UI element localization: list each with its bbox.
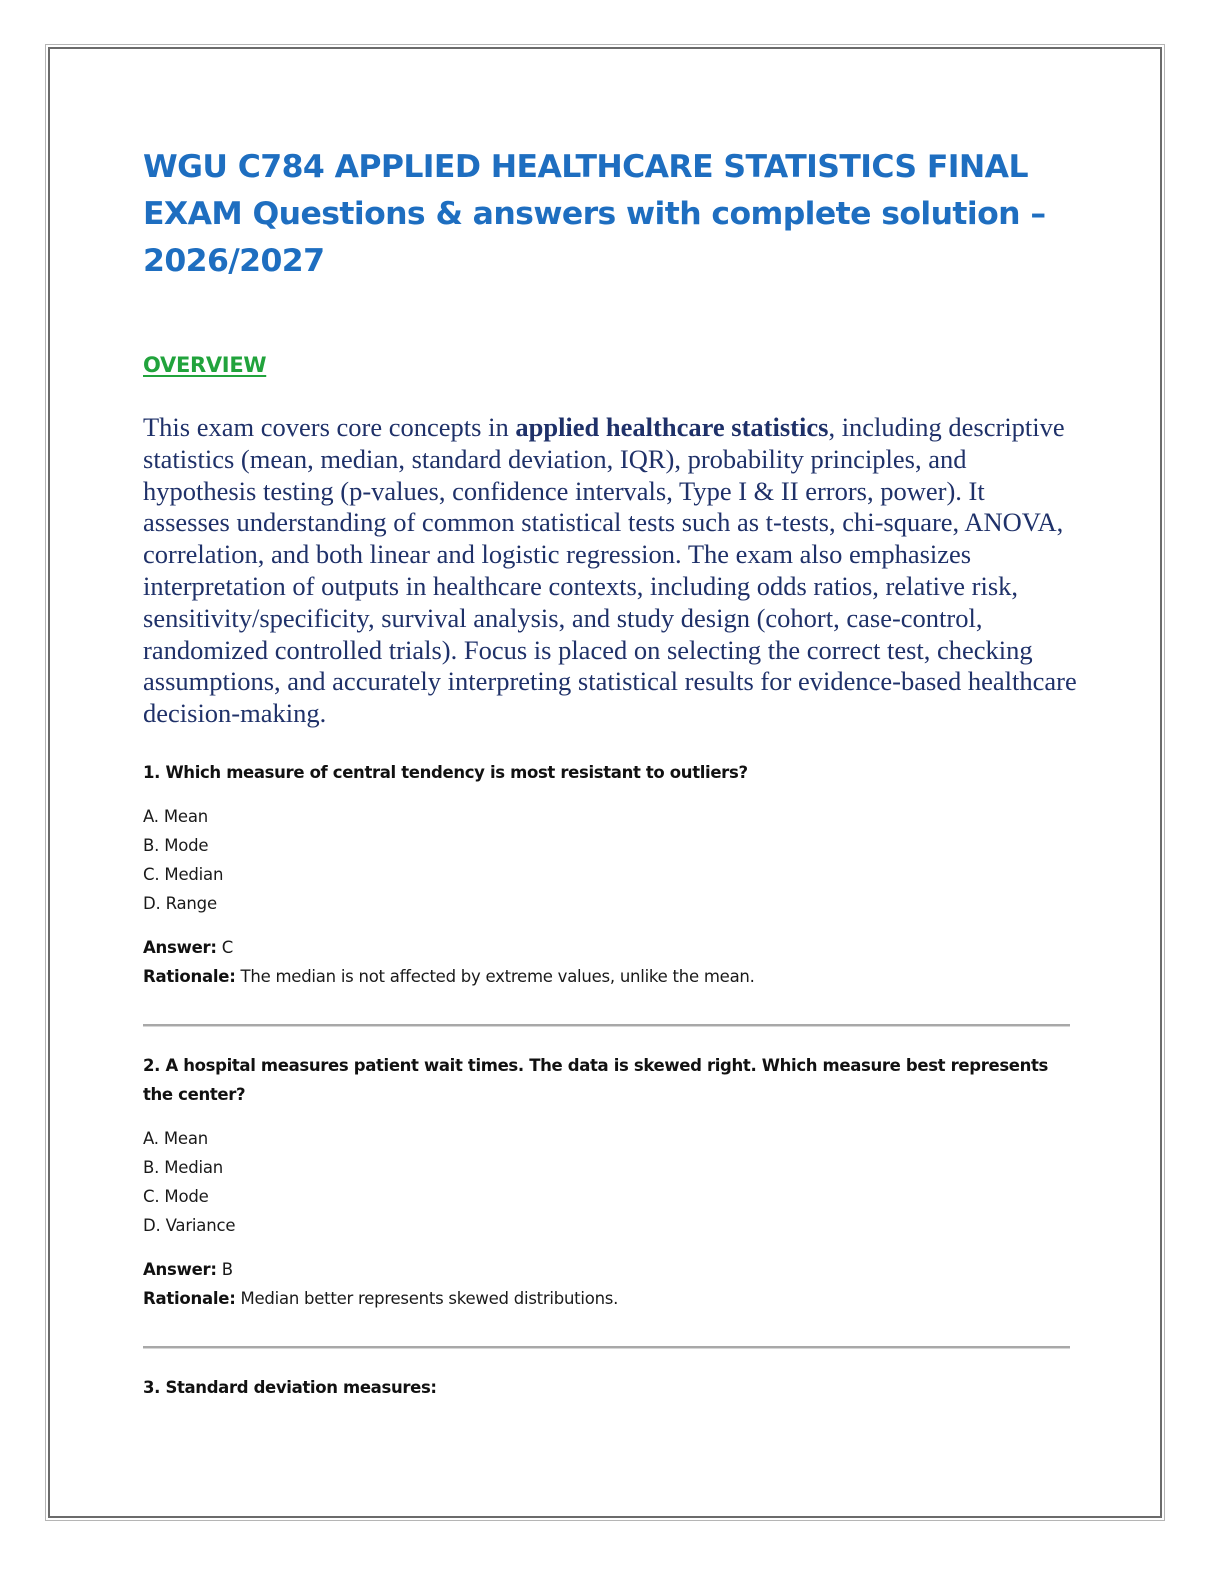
question-1-option-c: C. Median xyxy=(143,865,224,884)
question-3-text: 3. Standard deviation measures: xyxy=(143,1378,437,1397)
divider xyxy=(143,1346,1070,1349)
overview-bold-term: applied healthcare statistics xyxy=(515,412,829,442)
overview-paragraph xyxy=(143,412,1078,730)
rationale-label: Rationale: xyxy=(143,1289,236,1308)
question-2-option-d: D. Variance xyxy=(143,1216,236,1235)
question-2-text: 2. A hospital measures patient wait times. The data is skewed right. Which measure best represents the center? xyxy=(143,1056,1049,1104)
question-1-option-b: B. Mode xyxy=(143,836,209,855)
question-2-option-a: A. Mean xyxy=(143,1129,209,1148)
answer-label: Answer: xyxy=(143,1260,217,1279)
question-1-option-d: D. Range xyxy=(143,894,217,913)
divider xyxy=(143,1024,1070,1027)
answer-value: C xyxy=(216,938,234,957)
overview-heading: OVERVIEW xyxy=(143,353,267,377)
answer-label: Answer: xyxy=(143,938,217,957)
rationale-text: The median is not affected by extreme values, unlike the mean. xyxy=(235,967,755,986)
question-1-option-a: A. Mean xyxy=(143,807,209,826)
question-1-answer xyxy=(143,933,233,962)
answer-value: B xyxy=(216,1260,233,1279)
question-2-rationale xyxy=(143,1284,618,1313)
question-2-option-b: B. Median xyxy=(143,1158,224,1177)
question-1-text: 1. Which measure of central tendency is most resistant to outliers? xyxy=(143,763,748,782)
overview-text-start: This exam covers core concepts in xyxy=(143,412,516,442)
question-2-option-c: C. Mode xyxy=(143,1187,209,1206)
document-title: WGU C784 APPLIED HEALTHCARE STATISTICS FINAL EXAM Questions & answers with complete solution – 2026/2027 xyxy=(143,149,1046,279)
rationale-text: Median better represents skewed distributions. xyxy=(235,1289,619,1308)
overview-text-rest: , including descriptive statistics (mean, median, standard deviation, IQR), probability principles, and hypothesis testing (p-values, confidence intervals, Type I & II errors, power). It assesses understanding of common statistical tests such as t-tests, chi-square, ANOVA, correlation, and both linear and logistic regression. The exam also emphasizes interpretation of outputs in healthcare contexts, including odds ratios, relative risk, sensitivity/specificity, survival analysis, and study design (cohort, case-control, randomized controlled trials). Focus is placed on selecting the correct test, checking assumptions, and accurately interpreting statistical results for evidence-based healthcare decision-making. xyxy=(143,412,1077,729)
rationale-label: Rationale: xyxy=(143,967,236,986)
question-2-answer xyxy=(143,1255,233,1284)
question-1-rationale xyxy=(143,962,755,991)
